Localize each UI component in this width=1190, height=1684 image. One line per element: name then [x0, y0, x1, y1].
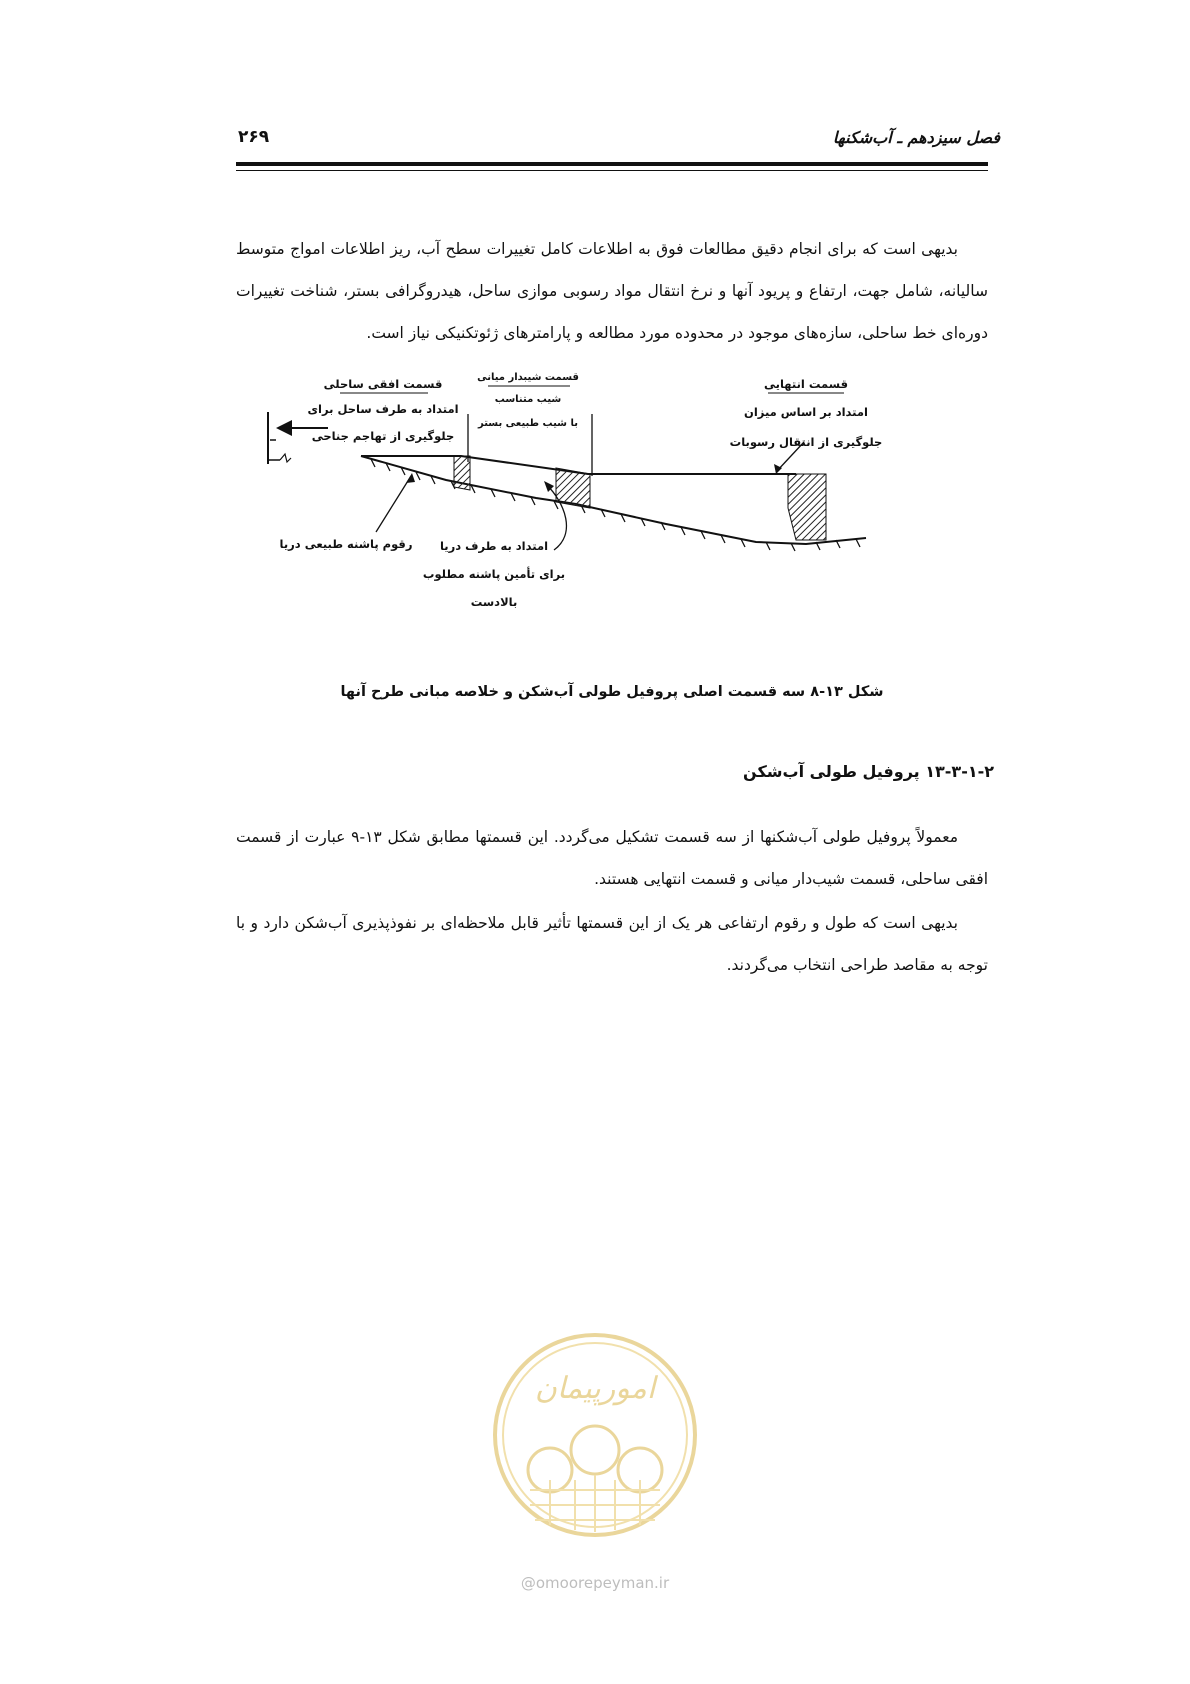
- header-rule-thin: [236, 170, 988, 171]
- seabed-hatching: [371, 459, 860, 551]
- watermark-logo-text: امورپیمان: [534, 1371, 656, 1406]
- end-section-block: [788, 474, 826, 540]
- toe-extension-line2: برای تأمین پاشنه مطلوب: [422, 567, 566, 581]
- seabed-leader-arrow: [376, 476, 411, 532]
- breakwater-crest-line: [361, 456, 796, 474]
- header-rule-thick: [236, 162, 988, 166]
- seabed-level-label: رقوم پاشنه طبیعی دریا: [279, 537, 413, 551]
- breakwater-profile-figure: [236, 372, 988, 664]
- publisher-watermark-logo: [480, 1320, 710, 1600]
- watermark-url: @omoorepeyman.ir: [520, 1574, 670, 1592]
- middle-section-title: قسمت شیبدار میانی: [477, 372, 579, 383]
- figure-caption: شکل ۱۳-۸ سه قسمت اصلی پروفیل طولی آب‌شکن و خلاصه مبانی طرح آنها: [340, 684, 884, 700]
- shore-section-line1: امتداد به طرف ساحل برای: [307, 402, 459, 416]
- end-section-line1: امتداد بر اساس میزان: [744, 405, 868, 419]
- shore-wall-icon: [268, 412, 291, 464]
- end-section-line2: جلوگیری از انتقال رسوبات: [729, 435, 883, 449]
- shore-section-line2: جلوگیری از تهاجم جناحی: [311, 429, 455, 443]
- end-section-title: قسمت انتهایی: [764, 377, 848, 391]
- middle-section-block: [556, 468, 590, 508]
- intro-paragraph: بدیهی است که برای انجام دقیق مطالعات فوق به اطلاعات کامل تغییرات سطح آب، ریز اطلاعات امواج متوسط سالیانه، شامل جهت، ارتفاع و پریود آنها و نرخ انتقال مواد رسوبی موازی ساحل، هیدروگرافی بستر، شناخت تغییرات دوره‌ای خط ساحلی، سازه‌های موجود در محدوده مورد مطالعه و پارامترهای ژئوتکنیکی نیاز است.: [236, 239, 988, 342]
- middle-section-line1: شیب متناسب: [494, 394, 562, 405]
- toe-extension-line3: بالادست: [470, 595, 518, 609]
- body-paragraph-1: معمولاً پروفیل طولی آب‌شکنها از سه قسمت تشکیل می‌گردد. این قسمتها مطابق شکل ۱۳-۹ عبارت از قسمت افقی ساحلی، قسمت شیب‌دار میانی و قسمت انتهایی هستند.: [236, 827, 988, 888]
- page-number: ۲۶۹: [238, 127, 270, 147]
- body-paragraph-2: بدیهی است که طول و رقوم ارتفاعی هر یک از این قسمتها تأثیر قابل ملاحظه‌ای بر نفوذپذیری آب‌شکن دارد و با توجه به مقاصد طراحی انتخاب می‌گردند.: [236, 913, 988, 974]
- section-heading: ۱۳-۳-۱-۲ پروفیل طولی آب‌شکن: [743, 762, 994, 781]
- middle-section-line2: با شیب طبیعی بستر: [477, 418, 579, 429]
- toe-extension-line1: امتداد به طرف دریا: [439, 539, 549, 553]
- shore-section-title: قسمت افقی ساحلی: [323, 377, 443, 391]
- chapter-title: فصل سیزدهم ـ آب‌شکنها: [832, 128, 1000, 147]
